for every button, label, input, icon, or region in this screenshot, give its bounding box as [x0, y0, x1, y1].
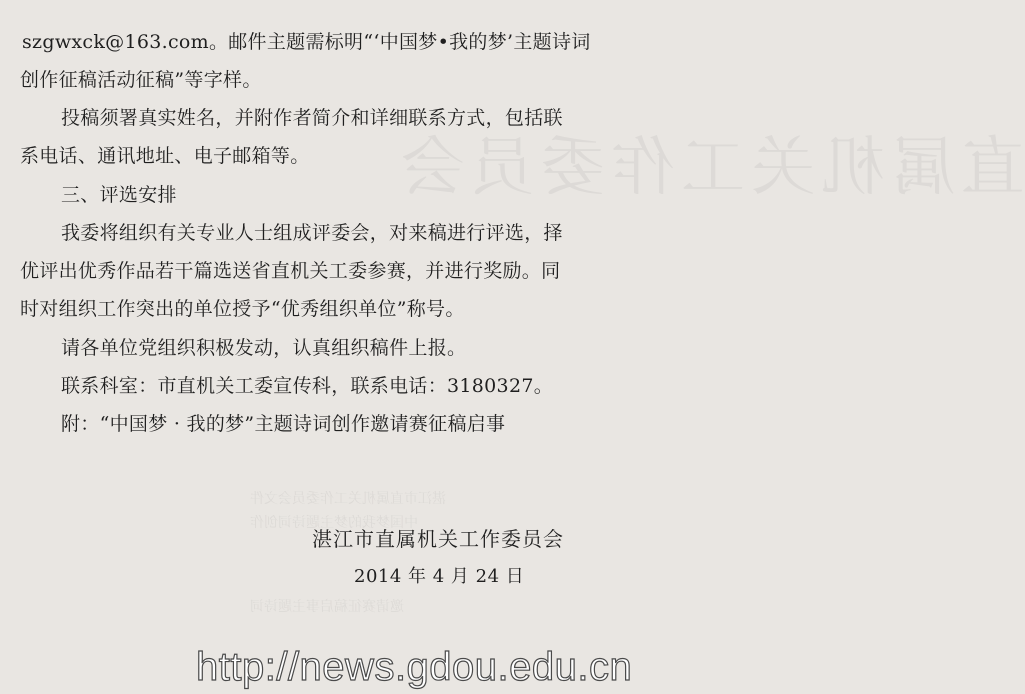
signature-organization: 湛江市直属机关工作委员会 [312, 527, 564, 551]
signature-date: 2014 年 4 月 24 日 [354, 566, 525, 587]
attachment-line: 附：“中国梦 · 我的梦”主题诗词创作邀请赛征稿启事 [61, 413, 506, 435]
bleed-through-text: 直属机关工作委员会 [395, 131, 1025, 205]
contact-line: 联系科室：市直机关工委宣传科，联系电话：3180327。 [61, 375, 554, 397]
body-line: 投稿须署真实姓名，并附作者简介和详细联系方式，包括联 [61, 107, 563, 129]
body-line: 创作征稿活动征稿”等字样。 [20, 69, 262, 91]
body-line: 系电话、通讯地址、电子邮箱等。 [20, 145, 310, 167]
bleed-through-text: 湛江市直属机关工作委员会文件 [250, 491, 446, 507]
bleed-through-text: 中国梦我的梦主题诗词创作 [250, 515, 418, 531]
body-line: 我委将组织有关专业人士组成评委会，对来稿进行评选，择 [61, 222, 563, 244]
body-line: 优评出优秀作品若干篇选送省直机关工委参赛，并进行奖励。同 [20, 260, 561, 282]
body-line: szgwxck@163.com。邮件主题需标明“‘中国梦•我的梦’主题诗词 [22, 31, 591, 53]
bleed-through-text: 邀请赛征稿启事主题诗词 [250, 599, 404, 615]
section-heading: 三、评选安排 [61, 184, 177, 206]
body-line: 时对组织工作突出的单位授予“优秀组织单位”称号。 [20, 298, 465, 320]
source-watermark: http://news.gdou.edu.cn [196, 645, 633, 689]
body-line: 请各单位党组织积极发动，认真组织稿件上报。 [61, 337, 467, 359]
